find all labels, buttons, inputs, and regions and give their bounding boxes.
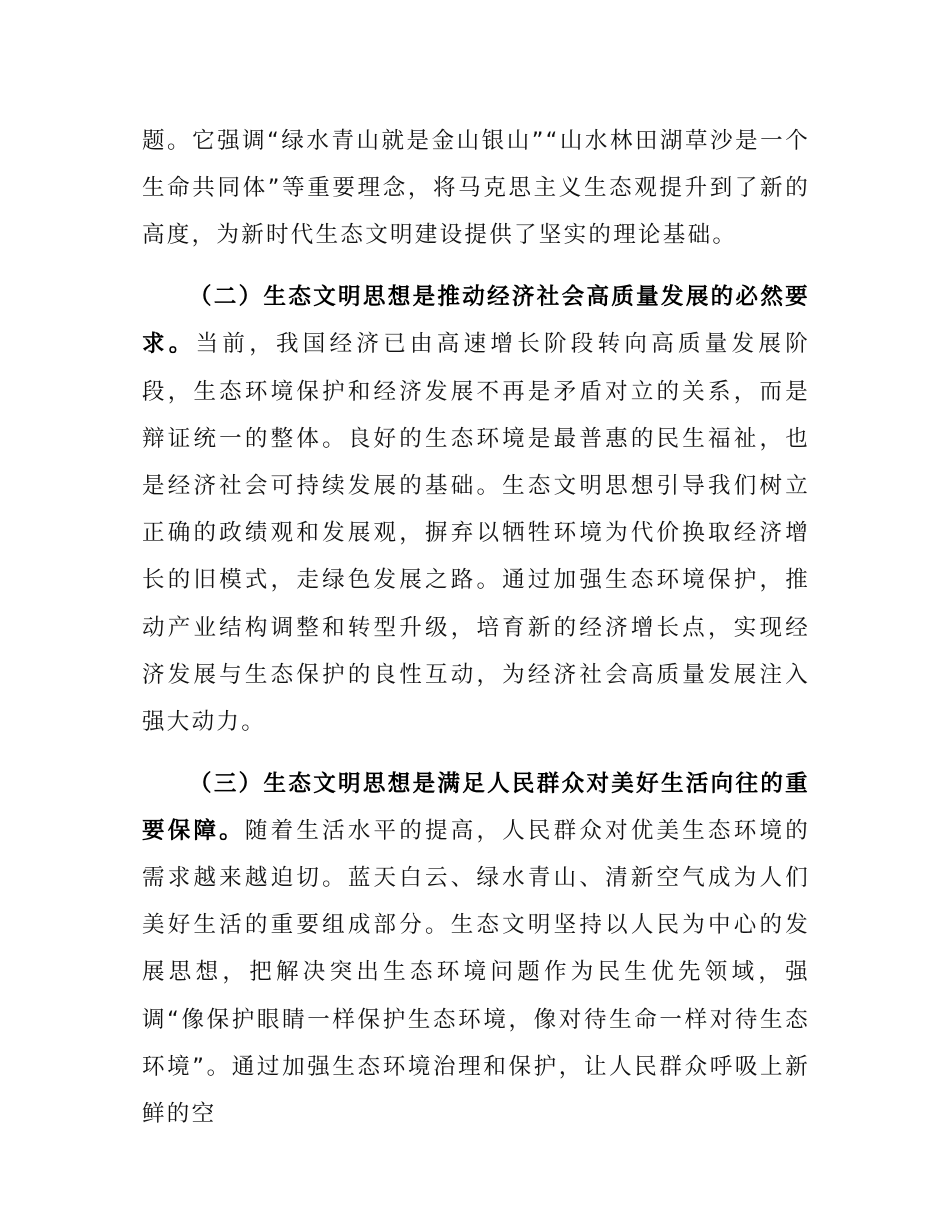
paragraph-3-text: 随着生活水平的提高，人民群众对优美生态环境的需求越来越迫切。蓝天白云、绿水青山、清新空气成为人们美好生活的重要组成部分。生态文明坚持以人民为中心的发展思想，把解决突出生态环境问题作为民生优先领域，强调“像保护眼睛一样保护生态环境，像对待生命一样对待生态环境”。通过加强生态环境治理和保护，让人民群众呼吸上新鲜的空 xyxy=(142,817,811,1128)
document-body xyxy=(142,118,810,1138)
paragraph-3 xyxy=(142,761,810,1139)
paragraph-2-text: 当前，我国经济已由高速增长阶段转向高质量发展阶段，生态环境保护和经济发展不再是矛盾对立的关系，而是辩证统一的整体。良好的生态环境是最普惠的民生福祉，也是经济社会可持续发展的基础。生态文明思想引导我们树立正确的政绩观和发展观，摒弃以牺牲环境为代价换取经济增长的旧模式，走绿色发展之路。通过加强生态环境保护，推动产业结构调整和转型升级，培育新的经济增长点，实现经济发展与生态保护的良性互动，为经济社会高质量发展注入强大动力。 xyxy=(142,331,810,735)
section-heading-2: （二）生态文明思想是推动经济社会高质量发展的必然要求。 xyxy=(142,284,810,358)
section-heading-3: （三）生态文明思想是满足人民群众对美好生活向往的重要保障。 xyxy=(142,770,810,844)
paragraph-1-text: 题。它强调“绿水青山就是金山银山”“山水林田湖草沙是一个生命共同体”等重要理念，将马克思主义生态观提升到了新的高度，为新时代生态文明建设提供了坚实的理论基础。 xyxy=(142,128,810,249)
paragraph-1 xyxy=(142,118,810,260)
paragraph-2 xyxy=(142,274,810,746)
